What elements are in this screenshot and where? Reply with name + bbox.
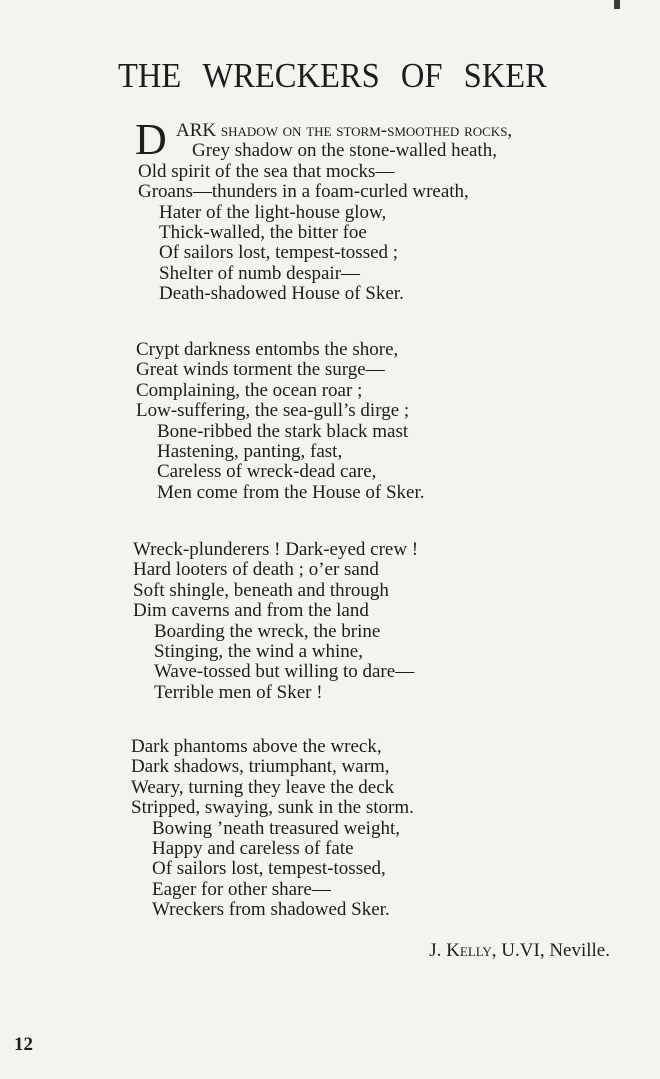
poem-line: Thick-walled, the bitter foe: [159, 221, 367, 243]
poem-line: Bone-ribbed the stark black mast: [157, 420, 409, 442]
poem-line: Complaining, the ocean roar ;: [136, 379, 363, 401]
page-number: 12: [14, 1034, 33, 1055]
poem-line: Bowing ’neath treasured weight,: [152, 817, 400, 839]
poem-line: Stripped, swaying, sunk in the storm.: [131, 797, 414, 819]
poem-line: Grey shadow on the stone-walled heath,: [192, 140, 497, 162]
poem-line: Men come from the House of Sker.: [157, 481, 425, 503]
stanza-4: [131, 737, 414, 921]
drop-cap-line-text: ARK shadow on the storm-smoothed rocks,: [176, 120, 513, 141]
poem-line: Of sailors lost, tempest-tossed ;: [159, 242, 399, 264]
poem-line: Hater of the light-house glow,: [159, 201, 387, 223]
title-word-sker: SKER: [463, 56, 547, 95]
author-initial: J.: [429, 940, 442, 961]
poem-line: Shelter of numb despair—: [159, 262, 361, 284]
poem-line: Wreckers from shadowed Sker.: [152, 899, 390, 921]
poem-line: Weary, turning they leave the deck: [131, 776, 395, 798]
poem-line: Death-shadowed House of Sker.: [159, 283, 404, 305]
poem-line: Terrible men of Sker !: [154, 681, 323, 703]
poem-attribution: [429, 940, 610, 962]
poem-line: Dim caverns and from the land: [133, 600, 369, 622]
author-surname: Kelly,: [446, 940, 497, 961]
poem-line: Crypt darkness entombs the shore,: [136, 339, 399, 360]
poem-line: Hastening, panting, fast,: [157, 440, 343, 462]
poem-line: Happy and careless of fate: [152, 837, 354, 859]
corner-mark: [614, 0, 620, 9]
poem-line: Low-suffering, the sea-gull’s dirge ;: [136, 400, 410, 422]
drop-cap: D: [135, 115, 167, 164]
poem-line: Dark shadows, triumphant, warm,: [131, 756, 390, 778]
author-class-house: U.VI, Neville.: [501, 940, 610, 961]
stanza-3: [133, 540, 418, 703]
title-word-wreckers: WRECKERS: [202, 56, 380, 95]
poem-line: Great winds torment the surge—: [136, 359, 385, 381]
stanza-1: [135, 115, 513, 305]
poem-line: Of sailors lost, tempest-tossed,: [152, 858, 386, 880]
poem-line: Wreck-plunderers ! Dark-eyed crew !: [133, 539, 419, 560]
poem-line: Wave-tossed but willing to dare—: [154, 661, 415, 683]
poem-line: Stinging, the wind a whine,: [154, 640, 363, 662]
title-word-the: THE: [118, 56, 182, 95]
poem-line: Eager for other share—: [152, 878, 331, 900]
stanza-2: [136, 340, 425, 503]
poem-title: [118, 56, 547, 96]
title-word-of: OF: [400, 56, 443, 95]
poem-line: Careless of wreck-dead care,: [157, 461, 377, 483]
poem-line: Old spirit of the sea that mocks—: [138, 160, 395, 182]
poem-line: Dark phantoms above the wreck,: [131, 736, 382, 757]
poem-line: Soft shingle, beneath and through: [133, 579, 389, 601]
poem-line: Boarding the wreck, the brine: [154, 620, 381, 642]
poem-line: Hard looters of death ; o’er sand: [133, 559, 379, 581]
poem-line: Groans—thunders in a foam-curled wreath,: [138, 181, 469, 203]
